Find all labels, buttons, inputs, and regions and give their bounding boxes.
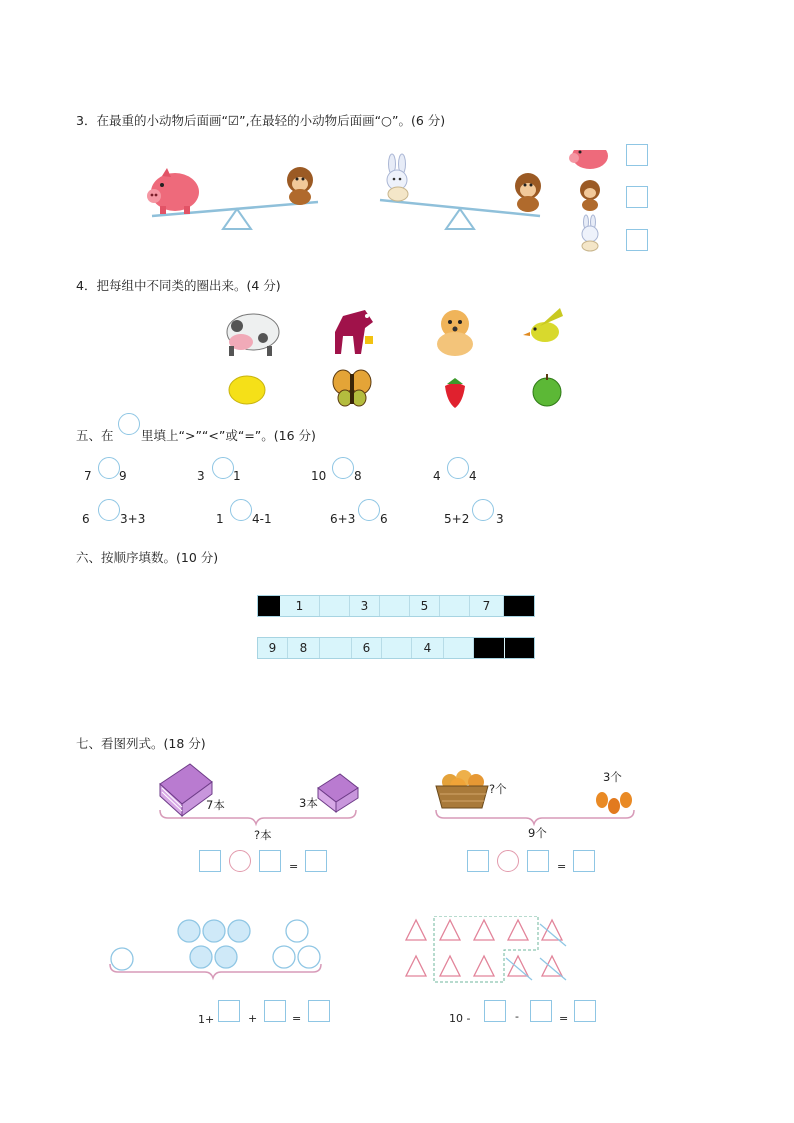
number-strip-2 <box>257 637 535 659</box>
compare-answer-circle[interactable] <box>98 499 120 521</box>
rabbit-icon <box>387 154 408 201</box>
compare-right: 3 <box>496 512 504 526</box>
circle-shape <box>228 920 250 942</box>
books-stack-icon <box>318 774 358 812</box>
triangle-shape <box>508 956 528 976</box>
black-cell <box>474 638 504 658</box>
circles-illustration <box>105 912 330 982</box>
circle-shape <box>111 948 133 970</box>
books-total-label: ?本 <box>254 828 272 842</box>
strip-cell[interactable]: 8 <box>288 638 320 658</box>
compare-left: 6+3 <box>330 512 356 526</box>
strip-cell[interactable] <box>382 638 412 658</box>
answer-box[interactable] <box>305 850 327 872</box>
triangle-shape <box>542 920 562 940</box>
strip-cell[interactable]: 1 <box>280 596 320 616</box>
compare-left: 6 <box>82 512 90 526</box>
strip-cell[interactable]: 3 <box>350 596 380 616</box>
compare-left: 4 <box>433 469 441 483</box>
q7-title: 七、看图列式。(18 分) <box>76 736 206 751</box>
strawberry-icon <box>445 378 465 408</box>
q4-images <box>215 302 585 412</box>
triangle-shape <box>542 956 562 976</box>
strip-cell[interactable]: 9 <box>258 638 288 658</box>
strip-cell[interactable] <box>320 638 352 658</box>
answer-box-monkey[interactable] <box>626 186 648 208</box>
answer-box[interactable] <box>308 1000 330 1022</box>
right-seesaw <box>380 200 540 229</box>
answer-box[interactable] <box>467 850 489 872</box>
eq4-prefix: 10 - <box>449 1012 471 1025</box>
answer-box[interactable] <box>574 1000 596 1022</box>
strip-cell[interactable] <box>380 596 410 616</box>
compare-right: 6 <box>380 512 388 526</box>
compare-right: 1 <box>233 469 241 483</box>
black-cell <box>505 638 534 658</box>
answer-box-pig[interactable] <box>626 144 648 166</box>
answer-box[interactable] <box>484 1000 506 1022</box>
q5-title-part1: 五、在 <box>76 428 114 443</box>
circle-shape <box>215 946 237 968</box>
pears-right-label: 3个 <box>603 770 622 784</box>
answer-box-rabbit[interactable] <box>626 229 648 251</box>
books-right-label: 3本 <box>299 796 318 810</box>
number-strip-1 <box>257 595 535 617</box>
compare-right: 4 <box>469 469 477 483</box>
apple-icon <box>533 374 561 406</box>
triangle-shape <box>474 920 494 940</box>
answer-box[interactable] <box>264 1000 286 1022</box>
q3-title: 3．在最重的小动物后面画“☑”,在最轻的小动物后面画“○”。(6 分) <box>76 113 446 128</box>
q5-title-circle <box>118 413 140 435</box>
operator-circle[interactable] <box>497 850 519 872</box>
books-illustration <box>150 760 370 830</box>
equals-sign: = <box>557 860 567 873</box>
compare-answer-circle[interactable] <box>358 499 380 521</box>
dog-icon <box>437 310 473 356</box>
circle-shape <box>178 920 200 942</box>
compare-answer-circle[interactable] <box>447 457 469 479</box>
compare-left: 7 <box>84 469 92 483</box>
equals-sign: = <box>292 1012 302 1025</box>
basket-of-pears-icon <box>436 770 488 808</box>
circle-shape <box>273 946 295 968</box>
compare-answer-circle[interactable] <box>332 457 354 479</box>
strip-cell[interactable] <box>440 596 470 616</box>
q3-scales-illustration <box>140 150 660 260</box>
monkey-icon <box>580 180 600 211</box>
strip-cell[interactable] <box>320 596 350 616</box>
answer-box[interactable] <box>573 850 595 872</box>
cow-icon <box>227 314 279 356</box>
triangle-shape <box>406 920 426 940</box>
operator-circle[interactable] <box>229 850 251 872</box>
pears-total-label: 9个 <box>528 826 547 840</box>
lemon-icon <box>229 376 265 404</box>
triangle-shape <box>508 920 528 940</box>
rabbit-icon <box>582 215 598 251</box>
minus-sign: - <box>515 1010 519 1023</box>
circle-shape <box>298 946 320 968</box>
compare-answer-circle[interactable] <box>98 457 120 479</box>
strip-cell[interactable]: 7 <box>470 596 504 616</box>
compare-answer-circle[interactable] <box>230 499 252 521</box>
circle-shape <box>286 920 308 942</box>
equals-sign: = <box>559 1012 569 1025</box>
answer-box[interactable] <box>199 850 221 872</box>
compare-left: 3 <box>197 469 205 483</box>
books-left-label: 7本 <box>206 798 225 812</box>
q6-title: 六、按顺序填数。(10 分) <box>76 550 219 565</box>
pears-left-label: ?个 <box>489 782 507 796</box>
black-cell <box>504 596 534 616</box>
compare-right: 4-1 <box>252 512 272 526</box>
triangle-shape <box>440 920 460 940</box>
compare-left: 1 <box>216 512 224 526</box>
triangle-shape <box>440 956 460 976</box>
bird-icon <box>523 308 563 342</box>
compare-right: 3+3 <box>120 512 146 526</box>
compare-answer-circle[interactable] <box>472 499 494 521</box>
plus-sign: + <box>248 1012 258 1025</box>
triangles-illustration <box>400 916 575 986</box>
q4-title: 4．把每组中不同类的圈出来。(4 分) <box>76 278 281 293</box>
answer-box[interactable] <box>530 1000 552 1022</box>
black-cell <box>258 596 280 616</box>
pears-icon <box>596 792 632 814</box>
answer-box[interactable] <box>527 850 549 872</box>
monkey-icon <box>515 173 541 212</box>
books-stack-icon <box>160 764 212 816</box>
circle-shape <box>203 920 225 942</box>
circle-shape <box>190 946 212 968</box>
compare-right: 9 <box>119 469 127 483</box>
pig-icon <box>147 168 199 214</box>
equals-sign: = <box>289 860 299 873</box>
q5-title-part2: 里填上“>”“<”或“=”。(16 分) <box>141 428 316 443</box>
butterfly-icon <box>333 370 371 406</box>
eq3-prefix: 1+ <box>198 1013 215 1026</box>
compare-right: 8 <box>354 469 362 483</box>
compare-answer-circle[interactable] <box>212 457 234 479</box>
strip-cell[interactable]: 5 <box>410 596 440 616</box>
horse-icon <box>335 310 373 354</box>
strip-cell[interactable]: 4 <box>412 638 444 658</box>
triangle-shape <box>406 956 426 976</box>
compare-left: 10 <box>311 469 327 483</box>
compare-left: 5+2 <box>444 512 470 526</box>
pig-icon <box>569 150 608 169</box>
strip-cell[interactable] <box>444 638 474 658</box>
answer-box[interactable] <box>218 1000 240 1022</box>
strip-cell[interactable]: 6 <box>352 638 382 658</box>
monkey-icon <box>287 167 313 205</box>
triangle-shape <box>474 956 494 976</box>
answer-box[interactable] <box>259 850 281 872</box>
